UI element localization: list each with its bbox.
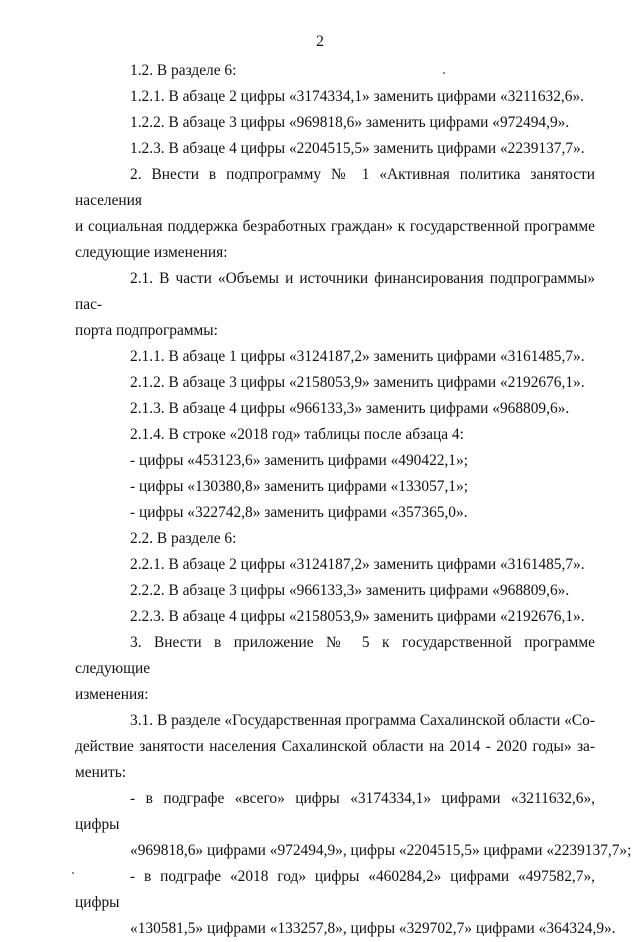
- text-line: 2.2.2. В абзаце 3 цифры «966133,3» заменить цифрами «968809,6».: [130, 582, 570, 599]
- text-line: и социальная поддержка безработных граждан» к государственной программе: [75, 218, 595, 235]
- text-line: - цифры «322742,8» заменить цифрами «357365,0».: [130, 504, 468, 521]
- text-line: 1.2.3. В абзаце 4 цифры «2204515,5» заменить цифрами «2239137,7».: [130, 140, 585, 157]
- text-line: 2.2. В разделе 6:: [130, 530, 237, 547]
- text-line: - в подграфе «всего» цифры «3174334,1» цифрами «3211632,6», цифры: [75, 790, 595, 833]
- text-line: порта подпрограммы:: [75, 322, 218, 339]
- text-line: - цифры «130380,8» заменить цифрами «133057,1»;: [130, 478, 468, 495]
- text-line: «969818,6» цифрами «972494,9», цифры «2204515,5» цифрами «2239137,7»;: [130, 842, 632, 859]
- text-line: 1.2.1. В абзаце 2 цифры «3174334,1» заменить цифрами «3211632,6».: [130, 88, 585, 105]
- text-line: 1.2.2. В абзаце 3 цифры «969818,6» заменить цифрами «972494,9».: [130, 114, 570, 131]
- page-number: 2: [316, 33, 324, 50]
- document-body: [75, 58, 632, 942]
- text-line: 3.1. В разделе «Государственная программа Сахалинской области «Со-: [130, 712, 595, 729]
- text-line: 2.1. В части «Объемы и источники финансирования подпрограммы» пас-: [75, 270, 595, 313]
- text-line: 2.2.1. В абзаце 2 цифры «3124187,2» заменить цифрами «3161485,7».: [130, 556, 585, 573]
- text-line: - в подграфе «2018 год» цифры «460284,2» цифрами «497582,7», цифры: [75, 868, 595, 911]
- text-line: 2.1.3. В абзаце 4 цифры «966133,3» заменить цифрами «968809,6».: [130, 400, 570, 417]
- text-line: «130581,5» цифрами «133257,8», цифры «329702,7» цифрами «364324,9».: [130, 920, 616, 937]
- text-line: 3. Внести в приложение № 5 к государственной программе следующие: [75, 634, 595, 677]
- text-line: действие занятости населения Сахалинской области на 2014 - 2020 годы» за-: [75, 738, 595, 755]
- text-line: 2.1.2. В абзаце 3 цифры «2158053,9» заменить цифрами «2192676,1».: [130, 374, 585, 391]
- text-line: 2.2.3. В абзаце 4 цифры «2158053,9» заменить цифрами «2192676,1».: [130, 608, 585, 625]
- text-line: следующие изменения:: [75, 244, 228, 261]
- text-line: 2.1.1. В абзаце 1 цифры «3124187,2» заменить цифрами «3161485,7».: [130, 348, 585, 365]
- text-line: 2. Внести в подпрограмму № 1 «Активная политика занятости населения: [75, 166, 595, 209]
- text-line: 2.1.4. В строке «2018 год» таблицы после абзаца 4:: [130, 426, 464, 443]
- text-line: менить:: [75, 764, 127, 781]
- text-line: изменения:: [75, 686, 149, 703]
- scan-speck: [72, 872, 74, 874]
- text-line: - цифры «453123,6» заменить цифрами «490422,1»;: [130, 452, 468, 469]
- scan-speck: [443, 72, 445, 74]
- text-line: 1.2. В разделе 6:: [130, 62, 237, 79]
